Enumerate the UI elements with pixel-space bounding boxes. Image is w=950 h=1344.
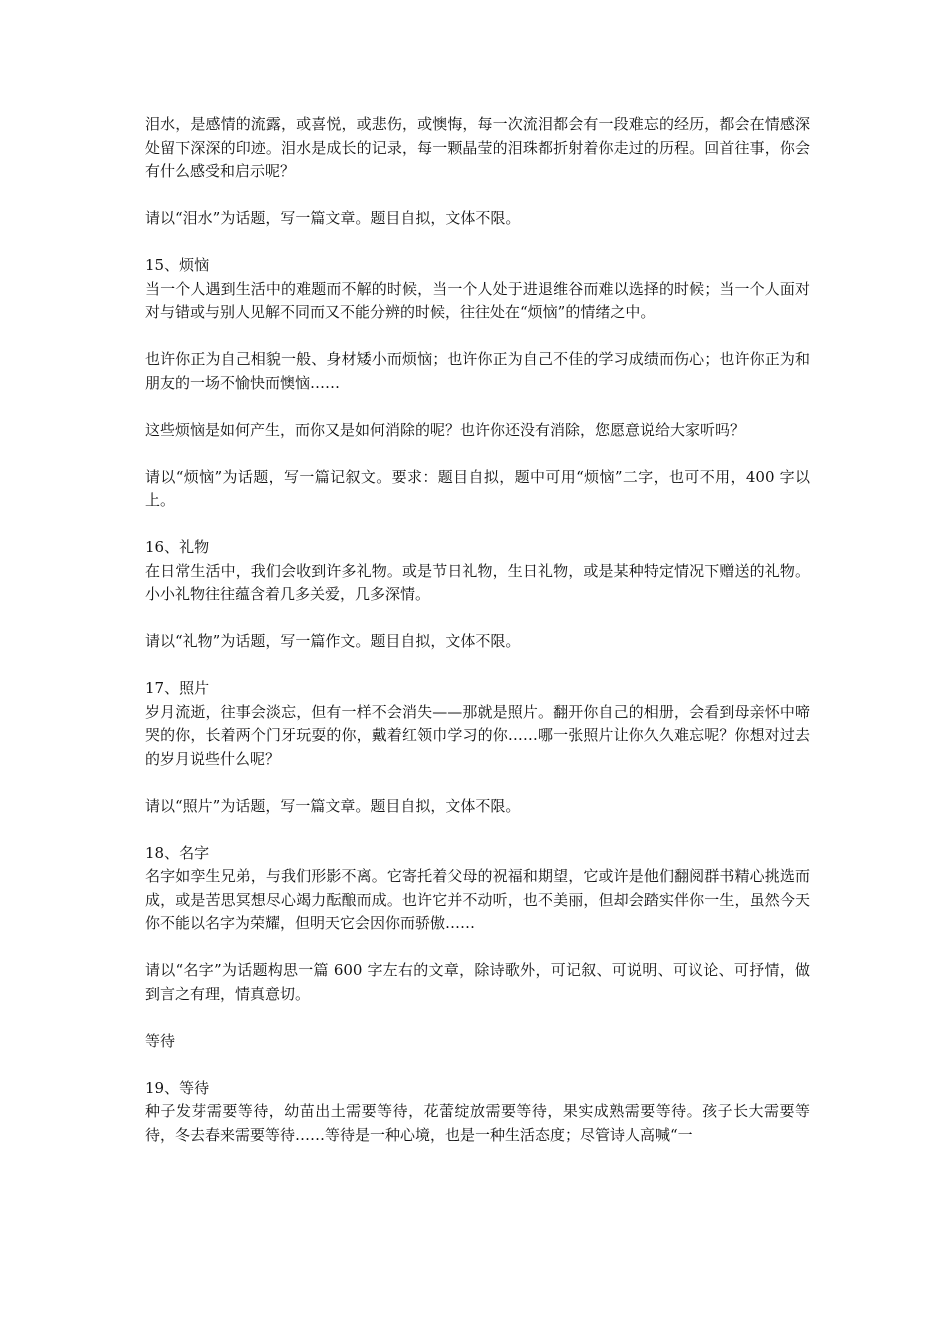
prompt-gift: 请以“礼物”为话题，写一篇作文。题目自拟，文体不限。 [145,632,521,650]
paragraph-worry-2: 也许你正为自己相貌一般、身材矮小而烦恼；也许你正为自己不佳的学习成绩而伤心；也许你正为和朋友的一场不愉快而懊恼…… [145,350,810,392]
heading-19-waiting: 19、等待 [145,1078,210,1097]
prompt-name: 请以“名字”为话题构思一篇 600 字左右的文章，除诗歌外，可记叙、可说明、可议论、可抒情，做到言之有理，情真意切。 [145,961,810,1003]
paragraph-photo: 岁月流逝，往事会淡忘，但有一样不会消失——那就是照片。翻开你自己的相册，会看到母亲怀中啼哭的你，长着两个门牙玩耍的你，戴着红领巾学习的你……哪一张照片让你久久难忘呢？你想对过去的岁月说些什么呢？ [145,702,810,768]
heading-15-worry: 15、烦恼 [145,256,210,274]
paragraph-waiting: 种子发芽需要等待，幼苗出土需要等待，花蕾绽放需要等待，果实成熟需要等待。孩子长大需要等待，冬去春来需要等待……等待是一种心境，也是一种生活态度；尽管诗人高喊“一 [145,1102,810,1144]
paragraph-worry-3: 这些烦恼是如何产生，而你又是如何消除的呢？也许你还没有消除，您愿意说给大家听吗？ [145,420,746,439]
prompt-tears: 请以“泪水”为话题，写一篇文章。题目自拟，文体不限。 [145,209,521,227]
prompt-photo: 请以“照片”为话题，写一篇文章。题目自拟，文体不限。 [145,796,521,815]
paragraph-gift: 在日常生活中，我们会收到许多礼物。或是节日礼物，生日礼物，或是某种特定情况下赠送的礼物。小小礼物往往蕴含着几多关爱，几多深情。 [145,561,810,603]
section-label-waiting: 等待 [145,1031,176,1050]
paragraph-name: 名字如孪生兄弟，与我们形影不离。它寄托着父母的祝福和期望，它或许是他们翻阅群书精心挑选而成，或是苦思冥想尽心竭力酝酿而成。也许它并不动听，也不美丽，但却会踏实伴你一生，虽然今天你不能以名字为荣耀，但明天它会因你而骄傲…… [145,867,810,932]
paragraph-worry-1: 当一个人遇到生活中的难题而不解的时候，当一个人处于进退维谷而难以选择的时候；当一个人面对对与错或与别人见解不同而又不能分辨的时候，往往处在“烦恼”的情绪之中。 [145,279,810,321]
heading-18-name: 18、名字 [145,843,210,862]
prompt-worry: 请以“烦恼”为话题，写一篇记叙文。要求：题目自拟，题中可用“烦恼”二字，也可不用，400 字以上。 [145,467,810,509]
intro-paragraph-tears: 泪水，是感情的流露，或喜悦，或悲伤，或懊悔，每一次流泪都会有一段难忘的经历，都会在情感深处留下深深的印迹。泪水是成长的记录，每一颗晶莹的泪珠都折射着你走过的历程。回首往事，你会有什么感受和启示呢？ [145,115,810,180]
heading-17-photo: 17、照片 [145,679,210,697]
document-page [145,113,810,1171]
heading-16-gift: 16、礼物 [145,538,210,556]
